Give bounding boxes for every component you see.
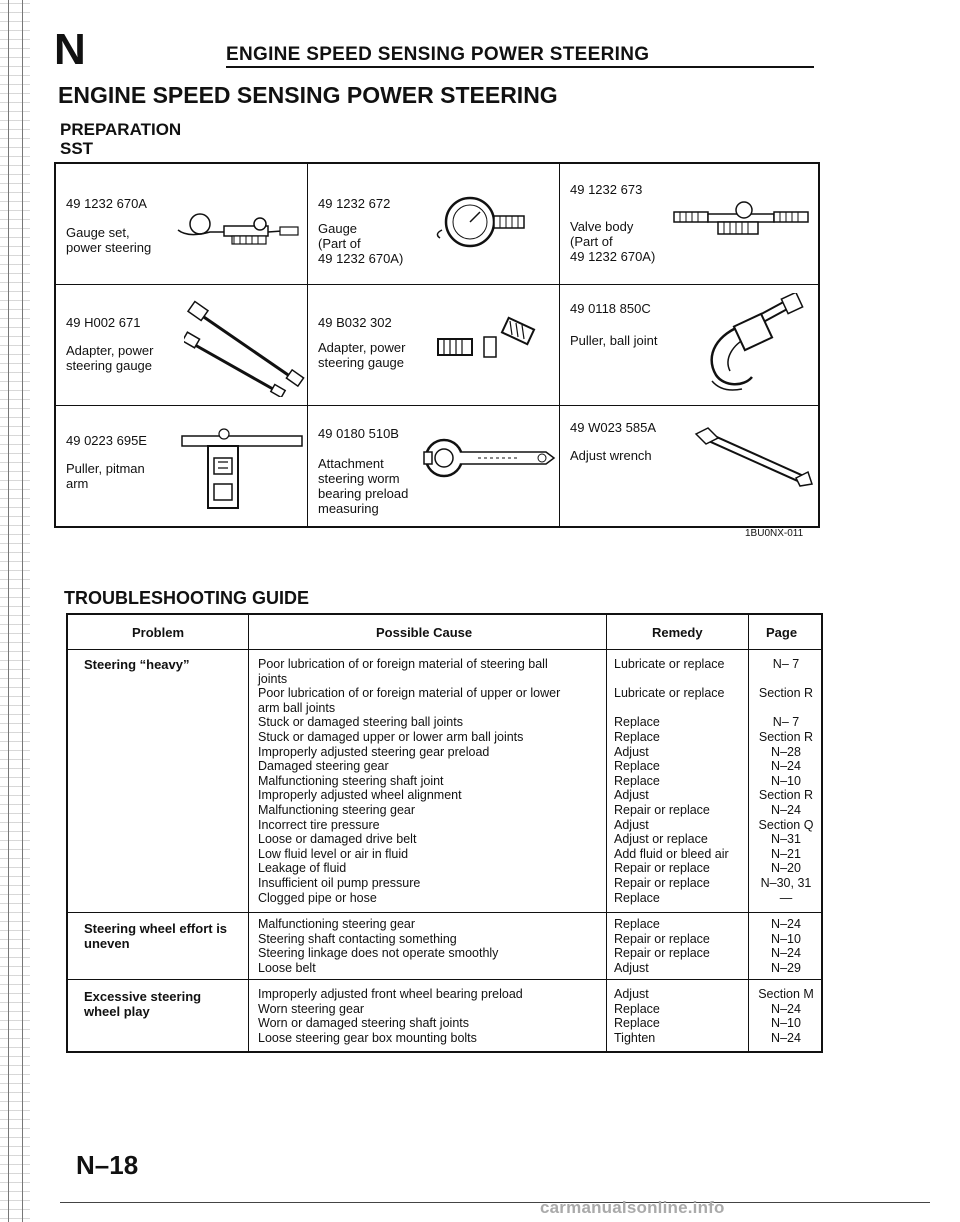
tool-name: Gauge (Part of 49 1232 670A) — [318, 221, 404, 266]
page-title: ENGINE SPEED SENSING POWER STEERING — [58, 82, 558, 108]
tool-name: Adapter, power steering gauge — [318, 340, 406, 370]
cause-item: Steering linkage does not operate smoothly — [258, 946, 499, 961]
gauge-set-icon — [168, 210, 304, 250]
remedy-item: Adjust — [614, 817, 649, 832]
tool-number: 49 H002 671 — [66, 315, 141, 330]
page-ref: — — [779, 890, 793, 905]
remedy-item: Replace — [614, 759, 660, 774]
adapter-hoses-icon — [184, 299, 306, 397]
cause-item: Steering shaft contacting something — [258, 931, 457, 946]
tool-name: Puller, ball joint — [570, 333, 658, 348]
tool-number: 49 W023 585A — [570, 420, 657, 435]
footer-rule — [60, 1202, 930, 1203]
remedy-item: Adjust — [614, 960, 649, 975]
remedy-item: Replace — [614, 917, 660, 931]
tool-number: 49 0118 850C — [570, 301, 651, 316]
sst-cell — [56, 164, 308, 284]
tool-name: Puller, pitman arm — [66, 461, 145, 491]
sst-cell — [560, 285, 818, 405]
problem-label: Excessive steering wheel play — [84, 989, 202, 1019]
cause-list — [258, 917, 498, 975]
remedy-list — [614, 987, 660, 1045]
remedy-item: Tighten — [614, 1030, 656, 1045]
page-ref: N–30, 31 — [760, 875, 812, 890]
remedy-list — [614, 657, 729, 905]
troubleshooting-table — [66, 613, 823, 1053]
page-ref: N–31 — [771, 832, 801, 847]
cause-item: Loose or damaged drive belt — [258, 832, 417, 847]
column-divider — [606, 615, 607, 1051]
cause-item: Stuck or damaged steering ball joints — [258, 715, 463, 730]
tool-name: Valve body (Part of 49 1232 670A) — [570, 219, 656, 264]
tool-number: 49 0223 695E — [66, 433, 147, 448]
remedy-item: Lubricate or replace — [614, 686, 725, 701]
group-divider — [68, 979, 821, 980]
cause-item: Loose steering gear box mounting bolts — [258, 1030, 477, 1045]
remedy-item: Adjust — [614, 987, 649, 1001]
tool-name: Attachment steering worm bearing preload measuring — [318, 456, 409, 516]
tool-number: 49 0180 510B — [318, 426, 399, 441]
cause-item: Worn steering gear — [258, 1001, 365, 1016]
sst-row — [56, 164, 818, 285]
column-divider — [748, 615, 749, 1051]
cause-item: Stuck or damaged upper or lower arm ball joints — [258, 729, 524, 744]
remedy-item: Replace — [614, 1001, 660, 1016]
remedy-item: Adjust — [614, 788, 649, 803]
sst-cell — [560, 406, 818, 527]
page-ref: N–24 — [771, 1001, 801, 1016]
tool-number: 49 1232 672 — [318, 196, 391, 211]
page-ref: N–29 — [771, 960, 801, 975]
cause-item: Insufficient oil pump pressure — [258, 875, 421, 890]
pressure-gauge-icon — [428, 192, 538, 252]
page-ref — [750, 701, 822, 716]
preload-attachment-icon — [418, 436, 560, 482]
binding-line — [22, 0, 23, 1222]
page-ref: N–24 — [771, 917, 801, 931]
remedy-item: Replace — [614, 715, 660, 730]
preparation-heading: PREPARATION — [60, 120, 182, 139]
cause-item: Malfunctioning steering gear — [258, 917, 416, 931]
troubleshooting-heading: TROUBLESHOOTING GUIDE — [64, 588, 310, 608]
page-list — [750, 657, 822, 905]
page-ref: Section Q — [758, 817, 814, 832]
adapter-fittings-icon — [434, 315, 544, 361]
tool-name: Adjust wrench — [570, 448, 652, 463]
cause-item: Malfunctioning steering gear — [258, 802, 416, 817]
sst-cell — [308, 164, 560, 284]
column-header-remedy: Remedy — [652, 625, 703, 640]
remedy-item: Lubricate or replace — [614, 657, 725, 671]
cause-item: Malfunctioning steering shaft joint — [258, 773, 444, 788]
sst-cell — [56, 285, 308, 405]
sst-cell — [308, 285, 560, 405]
cause-item: Poor lubrication of or foreign material of steering ball — [258, 657, 548, 671]
cause-item: Damaged steering gear — [258, 759, 389, 774]
cause-item: arm ball joints — [258, 700, 336, 715]
remedy-item: Adjust — [614, 744, 649, 759]
cause-list — [258, 657, 560, 905]
cause-item: Leakage of fluid — [258, 861, 347, 876]
remedy-item: Replace — [614, 1016, 660, 1031]
page-ref — [750, 672, 822, 687]
page-ref: N–10 — [771, 773, 801, 788]
page-ref: N– 7 — [772, 715, 800, 730]
tool-number: 49 B032 302 — [318, 315, 392, 330]
column-header-page: Page — [766, 625, 798, 640]
page-ref: Section M — [758, 987, 814, 1001]
remedy-item: Repair or replace — [614, 875, 710, 890]
binding-edge — [0, 0, 30, 1222]
page-ref: N–24 — [771, 802, 801, 817]
running-header: ENGINE SPEED SENSING POWER STEERING — [226, 44, 650, 65]
section-letter: N — [54, 25, 86, 74]
cause-item: Low fluid level or air in fluid — [258, 846, 409, 861]
remedy-item: Replace — [614, 729, 660, 744]
tool-number: 49 1232 670A — [66, 196, 147, 211]
remedy-item: Repair or replace — [614, 861, 710, 876]
remedy-item: Adjust or replace — [614, 832, 708, 847]
sst-cell — [56, 406, 308, 527]
valve-body-icon — [672, 200, 812, 246]
remedy-item: Repair or replace — [614, 946, 710, 961]
remedy-list — [614, 917, 710, 975]
remedy-item: Add fluid or bleed air — [614, 846, 729, 861]
sst-row — [56, 285, 818, 406]
sst-table — [54, 162, 820, 528]
tool-number: 49 1232 673 — [570, 182, 643, 197]
page-ref: N–24 — [771, 946, 801, 961]
page-ref: N–10 — [771, 931, 801, 946]
page-ref: N–24 — [771, 759, 801, 774]
binding-line — [8, 0, 9, 1222]
column-header-possible-cause: Possible Cause — [376, 625, 473, 640]
cause-item: Improperly adjusted wheel alignment — [258, 788, 462, 803]
header-rule — [226, 66, 814, 68]
page-ref: Section R — [758, 686, 814, 701]
remedy-item: Repair or replace — [614, 931, 710, 946]
page-ref: Section R — [758, 788, 814, 803]
cause-item: Incorrect tire pressure — [258, 817, 380, 832]
problem-label: Steering wheel effort is uneven — [84, 921, 228, 951]
remedy-item: Replace — [614, 890, 660, 905]
cause-item: joints — [258, 671, 288, 686]
page-list — [750, 917, 822, 975]
sst-cell — [308, 406, 560, 527]
remedy-item: Replace — [614, 773, 660, 788]
sst-cell — [560, 164, 818, 284]
sst-heading: SST — [60, 139, 94, 158]
adjust-wrench-icon — [692, 426, 816, 488]
column-divider — [248, 615, 249, 1051]
page-number: N–18 — [76, 1150, 139, 1180]
cause-item: Clogged pipe or hose — [258, 890, 377, 905]
page-ref: Section R — [758, 729, 814, 744]
page-ref: N–24 — [771, 1030, 801, 1045]
cause-item: Loose belt — [258, 960, 316, 975]
figure-code: 1BU0NX-011 — [745, 528, 804, 539]
cause-list — [258, 987, 523, 1045]
page-ref: N– 7 — [772, 657, 800, 671]
page-ref: N–28 — [771, 744, 801, 759]
page-ref: N–10 — [771, 1016, 801, 1031]
tool-name: Adapter, power steering gauge — [66, 343, 154, 373]
cause-item: Poor lubrication of or foreign material of upper or lower — [258, 686, 561, 701]
cause-item: Improperly adjusted front wheel bearing preload — [258, 987, 523, 1001]
sst-row — [56, 406, 818, 527]
header-divider — [68, 649, 821, 650]
remedy-item: Repair or replace — [614, 802, 710, 817]
ball-joint-puller-icon — [692, 293, 804, 395]
page-ref: N–21 — [771, 846, 801, 861]
group-divider — [68, 912, 821, 913]
cause-item: Worn or damaged steering shaft joints — [258, 1016, 469, 1031]
problem-label: Steering “heavy” — [84, 657, 190, 672]
remedy-item — [614, 672, 729, 687]
page-list — [750, 987, 822, 1045]
tool-name: Gauge set, power steering — [66, 225, 152, 255]
page-ref: N–20 — [771, 861, 801, 876]
cause-item: Improperly adjusted steering gear preload — [258, 744, 490, 759]
remedy-item — [614, 701, 729, 716]
column-header-problem: Problem — [132, 625, 185, 640]
watermark: carmanualsonline.info — [540, 1198, 725, 1217]
pitman-arm-puller-icon — [178, 428, 306, 514]
